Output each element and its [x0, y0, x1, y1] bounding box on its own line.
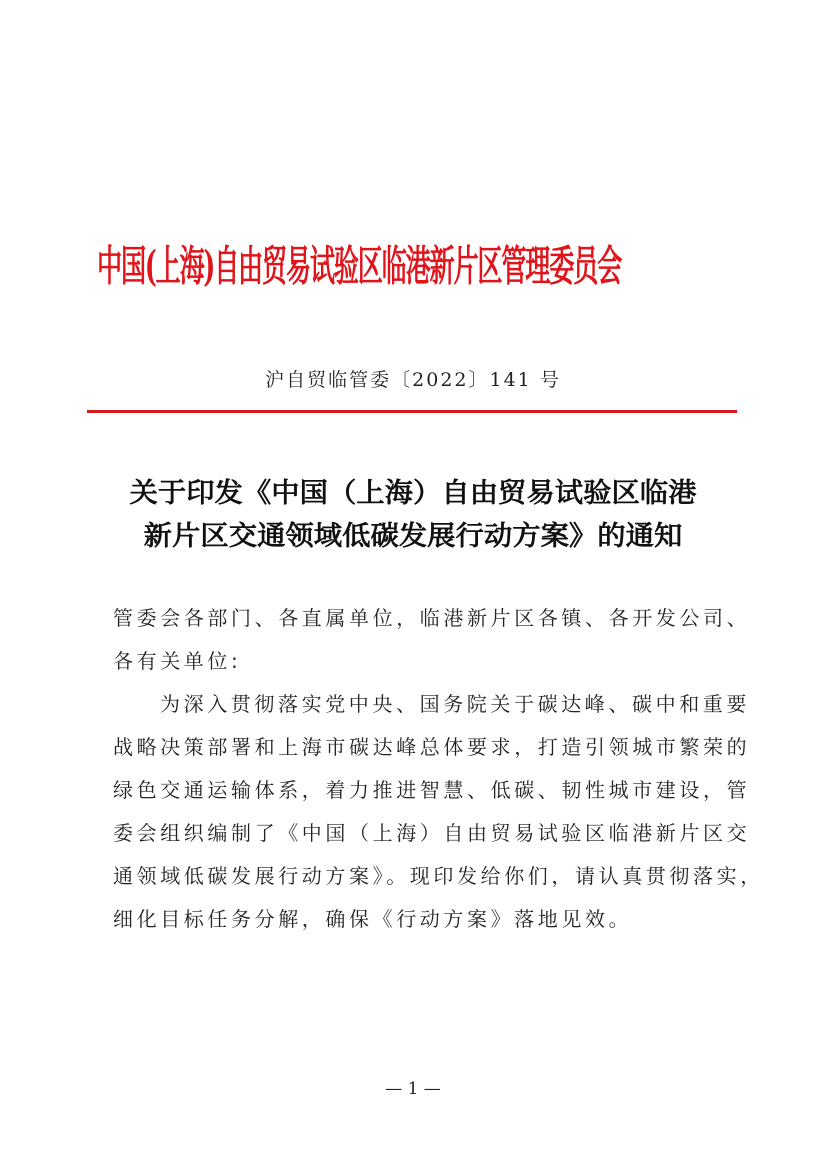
addressee-line-1: 管委会各部门、各直属单位，临港新片区各镇、各开发公司、 [113, 606, 751, 630]
paragraph-line-3: 绿色交通运输体系，着力推进智慧、低碳、韧性城市建设，管 [113, 778, 751, 802]
red-divider-line [87, 410, 737, 413]
title-line-1: 关于印发《中国（上海）自由贸易试验区临港 [129, 478, 697, 509]
addressee-line-2: 各有关单位: [113, 649, 242, 673]
issuing-authority-masthead [97, 240, 729, 294]
document-body [113, 597, 764, 941]
document-number: 沪自贸临管委〔2022〕141 号 [265, 369, 561, 391]
paragraph-line-1: 为深入贯彻落实党中央、国务院关于碳达峰、碳中和重要 [160, 692, 750, 716]
paragraph-line-6: 细化目标任务分解，确保《行动方案》落地见效。 [113, 907, 633, 931]
paragraph-line-5: 通领域低碳发展行动方案》。现印发给你们，请认真贯彻落实， [113, 864, 764, 888]
paragraph-line-2: 战略决策部署和上海市碳达峰总体要求，打造引领城市繁荣的 [113, 735, 751, 759]
masthead-text: 中国(上海)自由贸易试验区临港新片区管理委员会 [97, 241, 622, 292]
paragraph-line-4: 委会组织编制了《中国（上海）自由贸易试验区临港新片区交 [113, 821, 751, 845]
document-title [0, 472, 826, 558]
title-line-2: 新片区交通领域低碳发展行动方案》的通知 [143, 521, 683, 552]
page-number: — 1 — [385, 1079, 441, 1099]
